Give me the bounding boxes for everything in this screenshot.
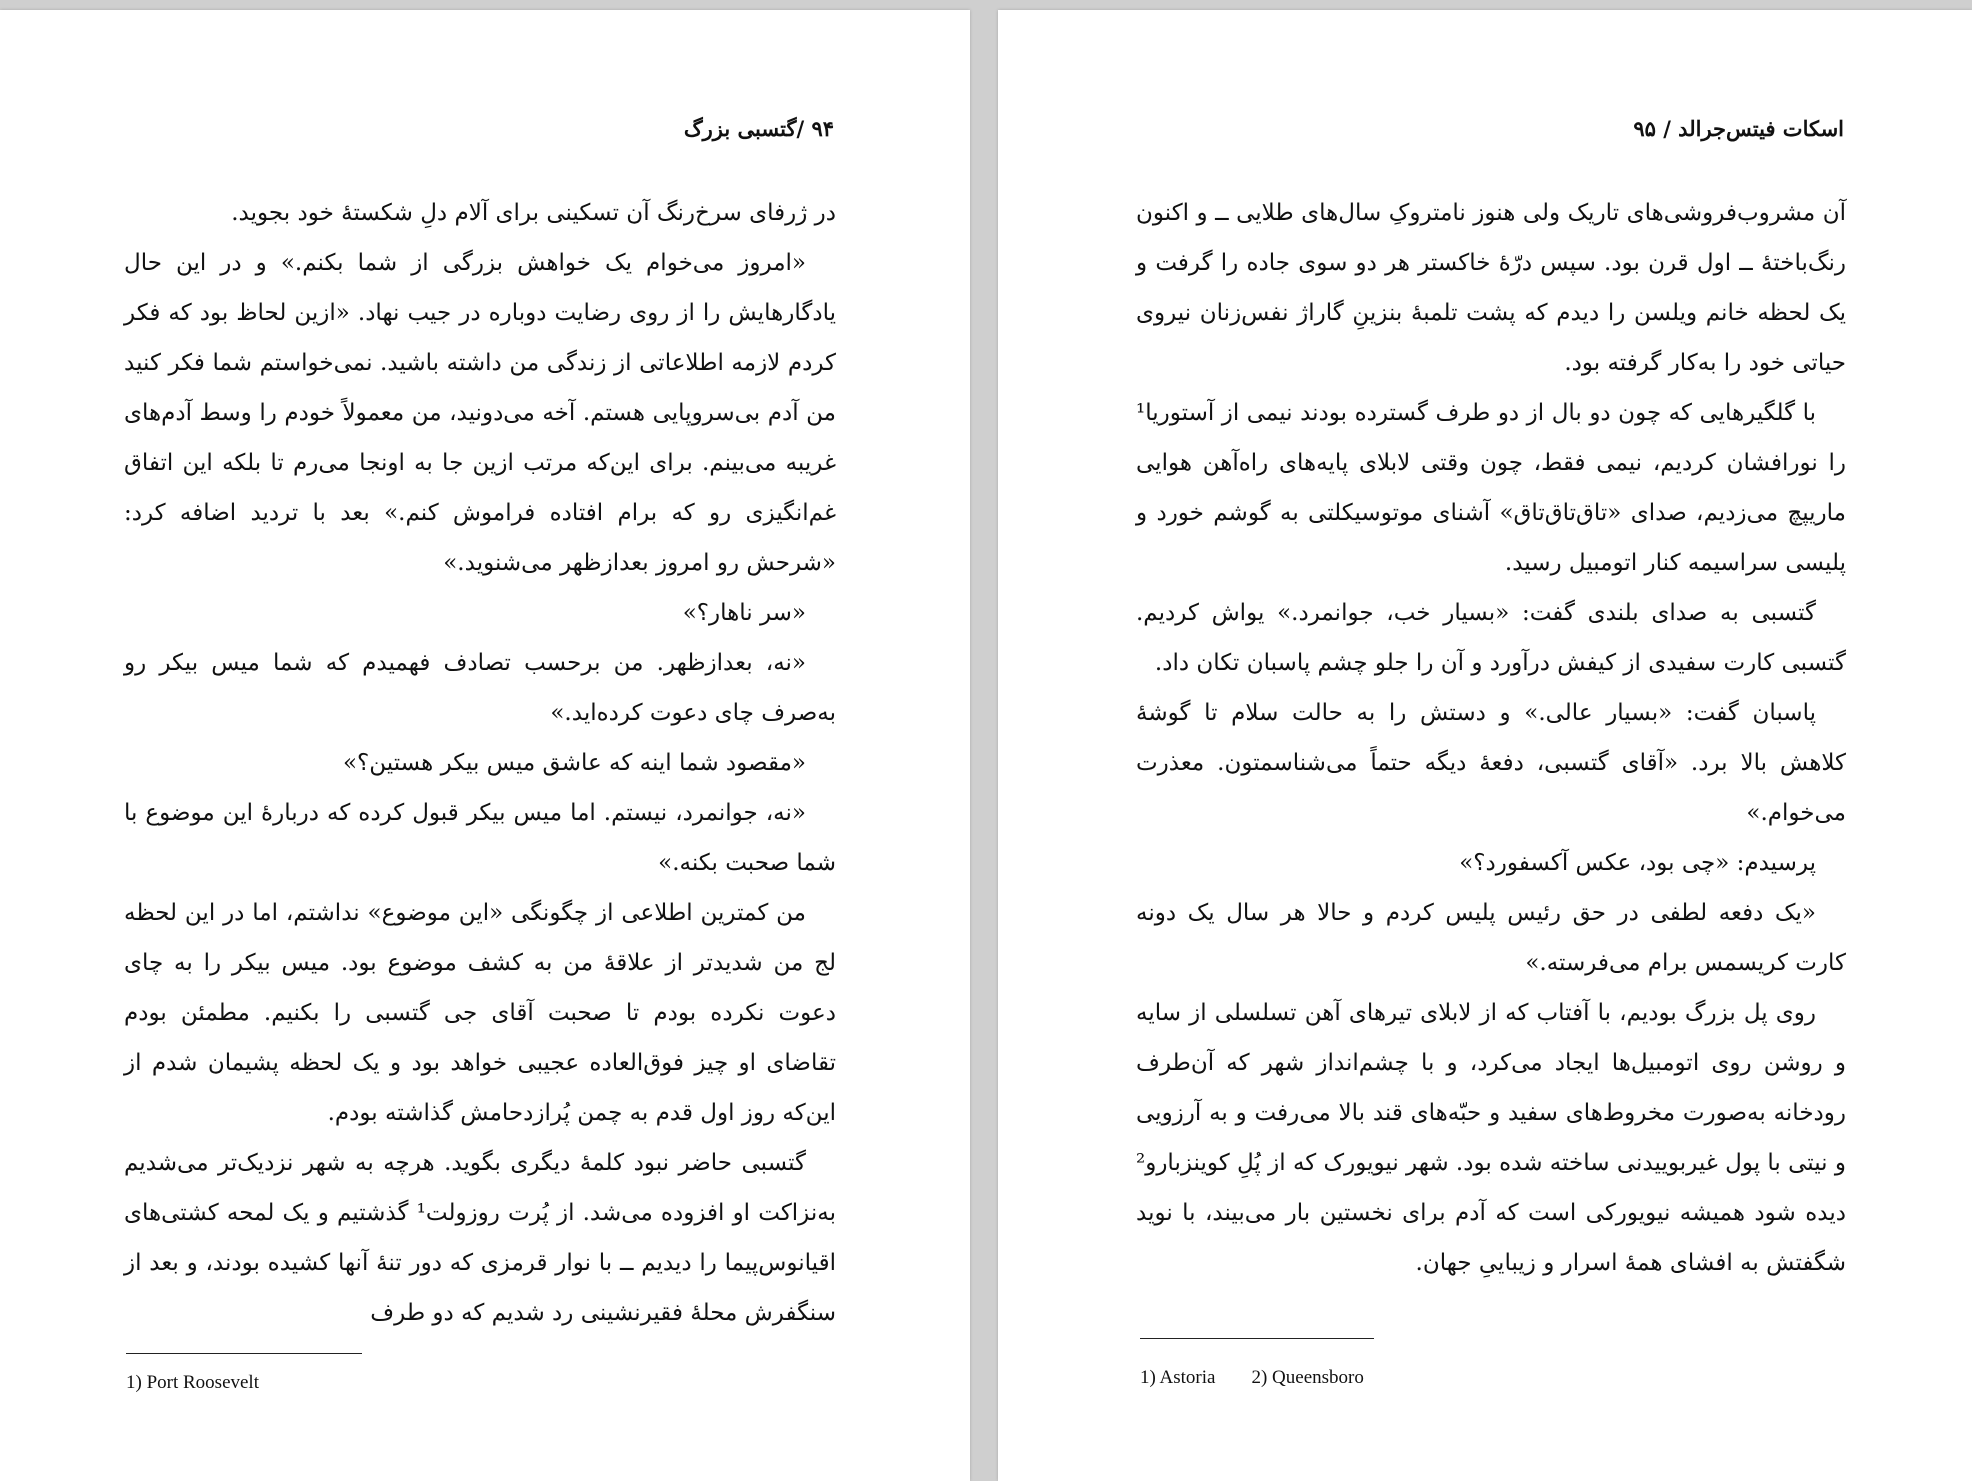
paragraph: «یک دفعه لطفی در حق رئیس پلیس کردم و حالا هر سال یک دونه کارت کریسمس برام می‌فرسته.»: [1136, 900, 1846, 976]
right-page-footnotes: [1140, 1367, 1364, 1389]
right-page: [998, 10, 1972, 1481]
paragraph: گتسبی حاضر نبود کلمهٔ دیگری بگوید. هرچه به شهر نزدیک‌تر می‌شدیم به‌نزاکت او افزوده می‌شد. از پُرت روزولت¹ گذشتیم و یک لمحه کشتی‌های اقیانوس‌پیما را دیدیم ــ با نوار قرمزی که دور تنهٔ آنها کشیده بودند، و بعد از سنگفرش محلهٔ فقیرنشینی رد شدیم که دو طرف: [124, 1150, 836, 1326]
left-page: [0, 10, 970, 1481]
paragraph: پاسبان گفت: «بسیار عالی.» و دستش را به حالت سلام تا گوشهٔ کلاهش بالا برد. «آقای گتسبی، دفعهٔ دیگه حتماً می‌شناسمتون. معذرت می‌خوام.»: [1136, 700, 1846, 826]
paragraph: پرسیدم: «چی بود، عکس آکسفورد؟»: [1459, 850, 1816, 876]
left-page-body: [124, 188, 836, 1338]
paragraph: روی پل بزرگ بودیم، با آفتاب که از لابلای تیرهای آهن تسلسلی از سایه و روشن روی اتومبیل‌ها ایجاد می‌کرد، و با چشم‌انداز شهر که آن‌طرف رودخانه به‌صورت مخروط‌های سفید و حبّه‌های قند بالا می‌رفت و به آرزویی و نیتی با پول غیربوییدنی ساخته شده بود. شهر نیویورک که از پُلِ کوینزبارو² دیده شود همیشه نیویورکی است که آدم برای نخستین بار می‌بیند، با نوید شگفتش به افشای همهٔ اسرار و زیباییِ جهان.: [1135, 1000, 1846, 1276]
paragraph: آن مشروب‌فروشی‌های تاریک ولی هنوز نامتروکِ سال‌های طلایی ــ و اکنون رنگ‌باختهٔ ــ اول قرن بود. سپس درّهٔ خاکستر هر دو سوی جاده را گرفت و یک لحظه خانم ویلسن را دیدم که پشت تلمبهٔ بنزینِ گاراژ نفس‌زنان نیروی حیاتی خود را به‌کار گرفته بود.: [1136, 200, 1846, 376]
left-page-header: ۹۴ /گتسبی بزرگ: [683, 116, 834, 141]
footnote-divider: [126, 1353, 362, 1354]
paragraph: «نه، جوانمرد، نیستم. اما میس بیکر قبول کرده که دربارهٔ این موضوع با شما صحبت بکنه.»: [124, 800, 836, 876]
paragraph: من کمترین اطلاعی از چگونگی «این موضوع» نداشتم، اما در این لحظه لج من شدیدتر از علاقهٔ من به کشف موضوع بود. میس بیکر را به چای دعوت نکرده بودم تا صحبت آقای جی گتسبی را بکنیم. مطمئن بودم تقاضای او چیز فوق‌العاده عجیبی خواهد بود و یک لحظه پشیمان شدم از این‌که روز اول قدم به چمن پُرازدحامش گذاشته بودم.: [124, 900, 836, 1126]
footnote-divider: [1140, 1338, 1374, 1339]
footnote: 1) Port Roosevelt: [126, 1372, 259, 1393]
paragraph: «نه، بعدازظهر. من برحسب تصادف فهمیدم که شما میس بیکر رو به‌صرف چای دعوت کرده‌اید.»: [124, 650, 836, 726]
paragraph: «امروز می‌خوام یک خواهش بزرگی از شما بکنم.» و در این حال یادگارهایش را از روی رضایت دوباره در جیب نهاد. «ازین لحاظ بود که فکر کردم لازمه اطلاعاتی از زندگی من داشته باشید. نمی‌خواستم شما فکر کنید من آدم بی‌سروپایی هستم. آخه می‌دونید، من معمولاً خودم را وسط آدم‌های غریبه می‌بینم. برای این‌که مرتب ازین جا به اونجا می‌رم تا بلکه این اتفاق غم‌انگیزی رو که برام افتاده فراموش کنم.» بعد با تردید اضافه کرد: «شرحش رو امروز بعدازظهر می‌شنوید.»: [124, 250, 836, 576]
right-page-body: [1136, 188, 1846, 1288]
paragraph: در ژرفای سرخ‌رنگ آن تسکینی برای آلام دلِ شکستهٔ خود بجوید.: [231, 200, 836, 226]
right-page-header: اسکات فیتس‌جرالد / ۹۵: [1633, 116, 1844, 141]
paragraph: با گلگیرهایی که چون دو بال از دو طرف گسترده بودند نیمی از آستوریا¹ را نورافشان کردیم، نیمی فقط، چون وقتی لابلای پایه‌های راه‌آهن هوایی ماریپچ می‌زدیم، صدای «تاق‌تاق‌تاق» آشنای موتوسیکلتی به گوشم خورد و پلیسی سراسیمه کنار اتومبیل رسید.: [1136, 400, 1846, 576]
paragraph: «مقصود شما اینه که عاشق میس بیکر هستین؟»: [342, 750, 806, 776]
paragraph: «سر ناهار؟»: [682, 600, 806, 626]
footnote: 2) Queensboro: [1251, 1367, 1364, 1388]
footnote: 1) Astoria: [1140, 1367, 1216, 1388]
left-page-footnotes: [126, 1372, 259, 1394]
paragraph: گتسبی به صدای بلندی گفت: «بسیار خب، جوانمرد.» یواش کردیم. گتسبی کارت سفیدی از کیفش درآورد و آن را جلو چشم پاسبان تکان داد.: [1136, 600, 1846, 676]
